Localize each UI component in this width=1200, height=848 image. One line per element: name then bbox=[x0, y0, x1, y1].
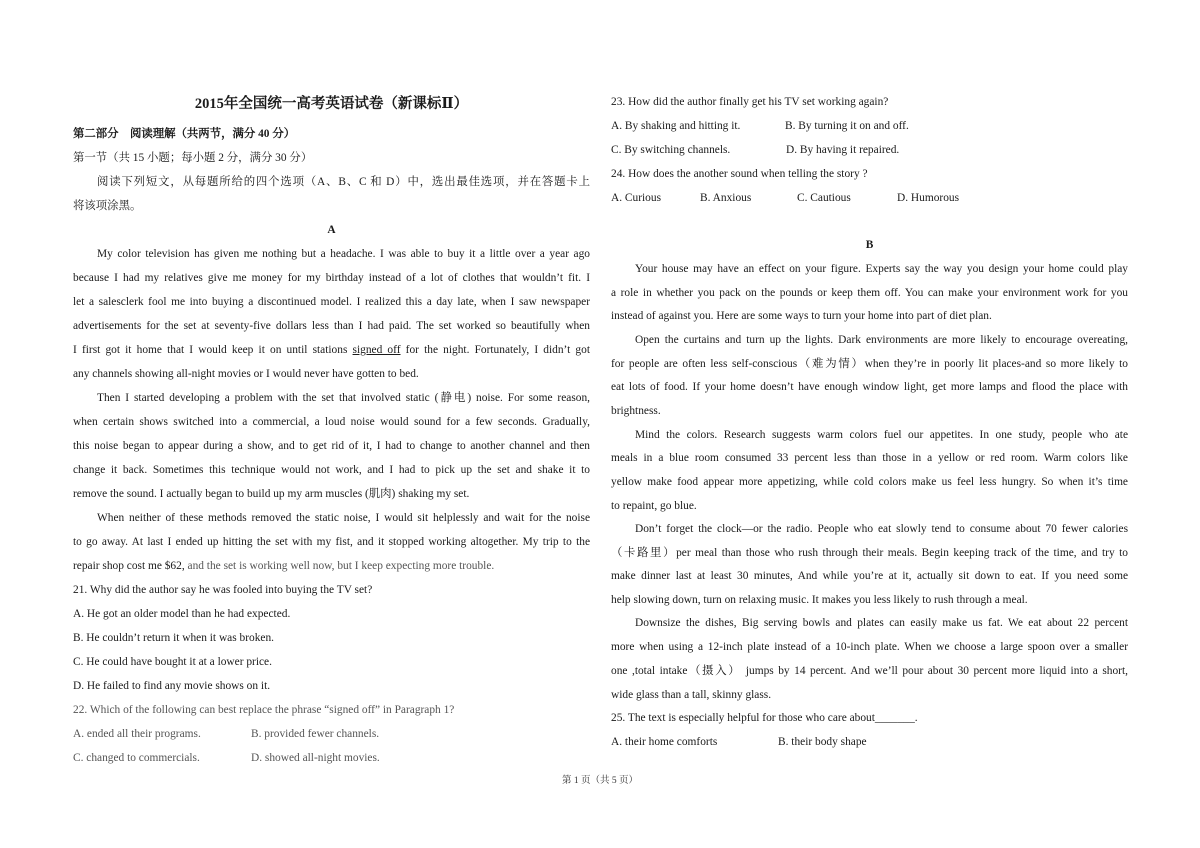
passage-b-line: （卡路里）per meal than those who rush through their meals. Begin keeping track of the time, and try to bbox=[611, 547, 1128, 559]
section-heading: 第二部分 阅读理解（共两节，满分 40 分） bbox=[73, 128, 296, 140]
question-24-option-a: A. Curious bbox=[611, 192, 661, 204]
passage-b-line: Mind the colors. Research suggests warm colors fuel our appetites. In one study, people who ate bbox=[635, 429, 1128, 441]
question-23-option-b: B. By turning it on and off. bbox=[785, 120, 909, 132]
question-23-option-d: D. By having it repaired. bbox=[786, 144, 900, 156]
question-21-option-d: D. He failed to find any movie shows on it. bbox=[73, 680, 271, 692]
passage-b-line: one ,total intake（摄入） jumps by 14 percent. And we’ll pour about 30 percent more liquid into a short, bbox=[611, 665, 1128, 677]
passage-b-line: make dinner last at least 30 minutes, And while you’re at it, actually sit down to eat. If you need some bbox=[611, 570, 1128, 582]
passage-b-line: brightness. bbox=[611, 405, 661, 417]
question-21-option-b: B. He couldn’t return it when it was broken. bbox=[73, 632, 274, 644]
question-22-option-b: B. provided fewer channels. bbox=[251, 728, 380, 740]
passage-a-line: let a salesclerk fool me into buying a discontinued model. I realized this a day late, when I saw newspaper bbox=[73, 296, 590, 308]
instructions-line-1: 阅读下列短文，从每题所给的四个选项（A、B、C 和 D）中，选出最佳选项，并在答题卡上 bbox=[97, 176, 590, 188]
passage-b-line: wide glass than a tall, skinny glass. bbox=[611, 689, 772, 701]
passage-a-text: I first got it home that I would keep it on until stations bbox=[73, 344, 353, 356]
passage-a-line: change it back. Sometimes this technique would not work, and I had to pick up the set and shake it to bbox=[73, 464, 590, 476]
passage-b-line: Your house may have an effect on your figure. Experts say the way you design your home could play bbox=[635, 263, 1128, 275]
passage-a-line bbox=[73, 558, 590, 574]
passage-a-line: because I had my relatives give me money for my birthday instead of a lot of clothes that wouldn’t fit. I bbox=[73, 272, 590, 284]
exam-title: 2015年全国统一高考英语试卷（新课标Ⅱ） bbox=[194, 96, 469, 112]
question-22-stem: 22. Which of the following can best replace the phrase “signed off” in Paragraph 1? bbox=[73, 704, 455, 716]
passage-b-line: instead of against you. Here are some ways to turn your home into part of diet plan. bbox=[611, 310, 992, 322]
passage-a-line: when certain shows switched into a commercial, a loud noise would sound for a few seconds. Gradually, bbox=[73, 416, 590, 428]
question-21-option-a: A. He got an older model than he had expected. bbox=[73, 608, 291, 620]
passage-b-line: for people are often less self-conscious（难为情）when they’re in poorly lit places-and so more likely to bbox=[611, 358, 1128, 370]
passage-b-line: a role in whether you pack on the pounds or keep them off. You can make your environment work for you bbox=[611, 287, 1128, 299]
passage-b-line: more when using a 12-inch plate instead of a 10-inch plate. When we choose a large spoon over a smaller bbox=[611, 641, 1128, 653]
passage-a-line: any channels showing all-night movies or I would never have gotten to bed. bbox=[73, 368, 419, 380]
passage-a-line: this noise began to appear during a show, and to get rid of it, I had to change to another channel and then bbox=[73, 440, 590, 452]
passage-b-label: B bbox=[865, 239, 874, 251]
question-22-option-a: A. ended all their programs. bbox=[73, 728, 201, 740]
passage-a-line: Then I started developing a problem with the set that involved static (静电) noise. For some reason, bbox=[97, 392, 590, 404]
passage-a-line: My color television has given me nothing but a headache. I was able to buy it a little over a year ago bbox=[97, 248, 590, 260]
question-23-option-a: A. By shaking and hitting it. bbox=[611, 120, 741, 132]
question-21-stem: 21. Why did the author say he was fooled into buying the TV set? bbox=[73, 584, 373, 596]
instructions-line-2: 将该项涂黑。 bbox=[73, 200, 142, 212]
passage-a-line: to go away. At last I ended up hitting the set with my fist, and it stopped working altogether. My trip to the bbox=[73, 536, 590, 548]
passage-b-line: to repaint, go blue. bbox=[611, 500, 697, 512]
question-25-stem: 25. The text is especially helpful for those who care about_______. bbox=[611, 712, 918, 724]
question-22-option-c: C. changed to commercials. bbox=[73, 752, 200, 764]
passage-b-line: Downsize the dishes, Big serving bowls and plates can easily make us fat. We eat about 22 percent bbox=[635, 617, 1128, 629]
section-subheading: 第一节（共 15 小题；每小题 2 分，满分 30 分） bbox=[73, 152, 313, 164]
passage-a-line: advertisements for the set at seventy-five dollars less than I had paid. The set worked so beautifully when bbox=[73, 320, 590, 332]
passage-b-line: yellow make food appear more appetizing, while cold colors make us feel less hungry. So when it’s time bbox=[611, 476, 1128, 488]
question-25-option-a: A. their home comforts bbox=[611, 736, 718, 748]
passage-b-line: eat lots of food. If your home doesn’t have enough window light, get more lamps and flood the place with bbox=[611, 381, 1128, 393]
question-25-option-b: B. their body shape bbox=[778, 736, 867, 748]
passage-b-line: meals in a blue room consumed 33 percent less than those in a yellow or red room. Warm colors like bbox=[611, 452, 1128, 464]
passage-a-line: When neither of these methods removed the static noise, I would sit helplessly and wait for the noise bbox=[97, 512, 590, 524]
question-21-option-c: C. He could have bought it at a lower price. bbox=[73, 656, 272, 668]
passage-a-line: remove the sound. I actually began to build up my arm muscles (肌肉) shaking my set. bbox=[73, 488, 470, 500]
signed-off-phrase: signed off bbox=[352, 344, 401, 356]
passage-a-text-gray: and the set is working well now, but I keep expecting more trouble. bbox=[187, 560, 495, 572]
passage-a-label: A bbox=[327, 224, 336, 236]
question-24-stem: 24. How does the another sound when telling the story ? bbox=[611, 168, 868, 180]
passage-b-line: Open the curtains and turn up the lights. Dark environments are more likely to encourage overeating, bbox=[635, 334, 1128, 346]
question-22-option-d: D. showed all-night movies. bbox=[251, 752, 380, 764]
page-footer: 第 1 页（共 5 页） bbox=[561, 776, 638, 786]
question-24-option-c: C. Cautious bbox=[797, 192, 851, 204]
question-23-option-c: C. By switching channels. bbox=[611, 144, 731, 156]
passage-a-line bbox=[73, 342, 590, 358]
question-23-stem: 23. How did the author finally get his TV set working again? bbox=[611, 96, 889, 108]
passage-b-line: help slowing down, turn on relaxing music. It makes you less likely to rush through a meal. bbox=[611, 594, 1028, 606]
passage-a-text: for the night. Fortunately, I didn’t got bbox=[400, 344, 590, 356]
passage-b-line: Don’t forget the clock—or the radio. People who eat slowly tend to consume about 70 fewer calories bbox=[635, 523, 1128, 535]
passage-a-text: repair shop cost me $62, bbox=[73, 560, 188, 572]
question-24-option-d: D. Humorous bbox=[897, 192, 960, 204]
question-24-option-b: B. Anxious bbox=[700, 192, 752, 204]
